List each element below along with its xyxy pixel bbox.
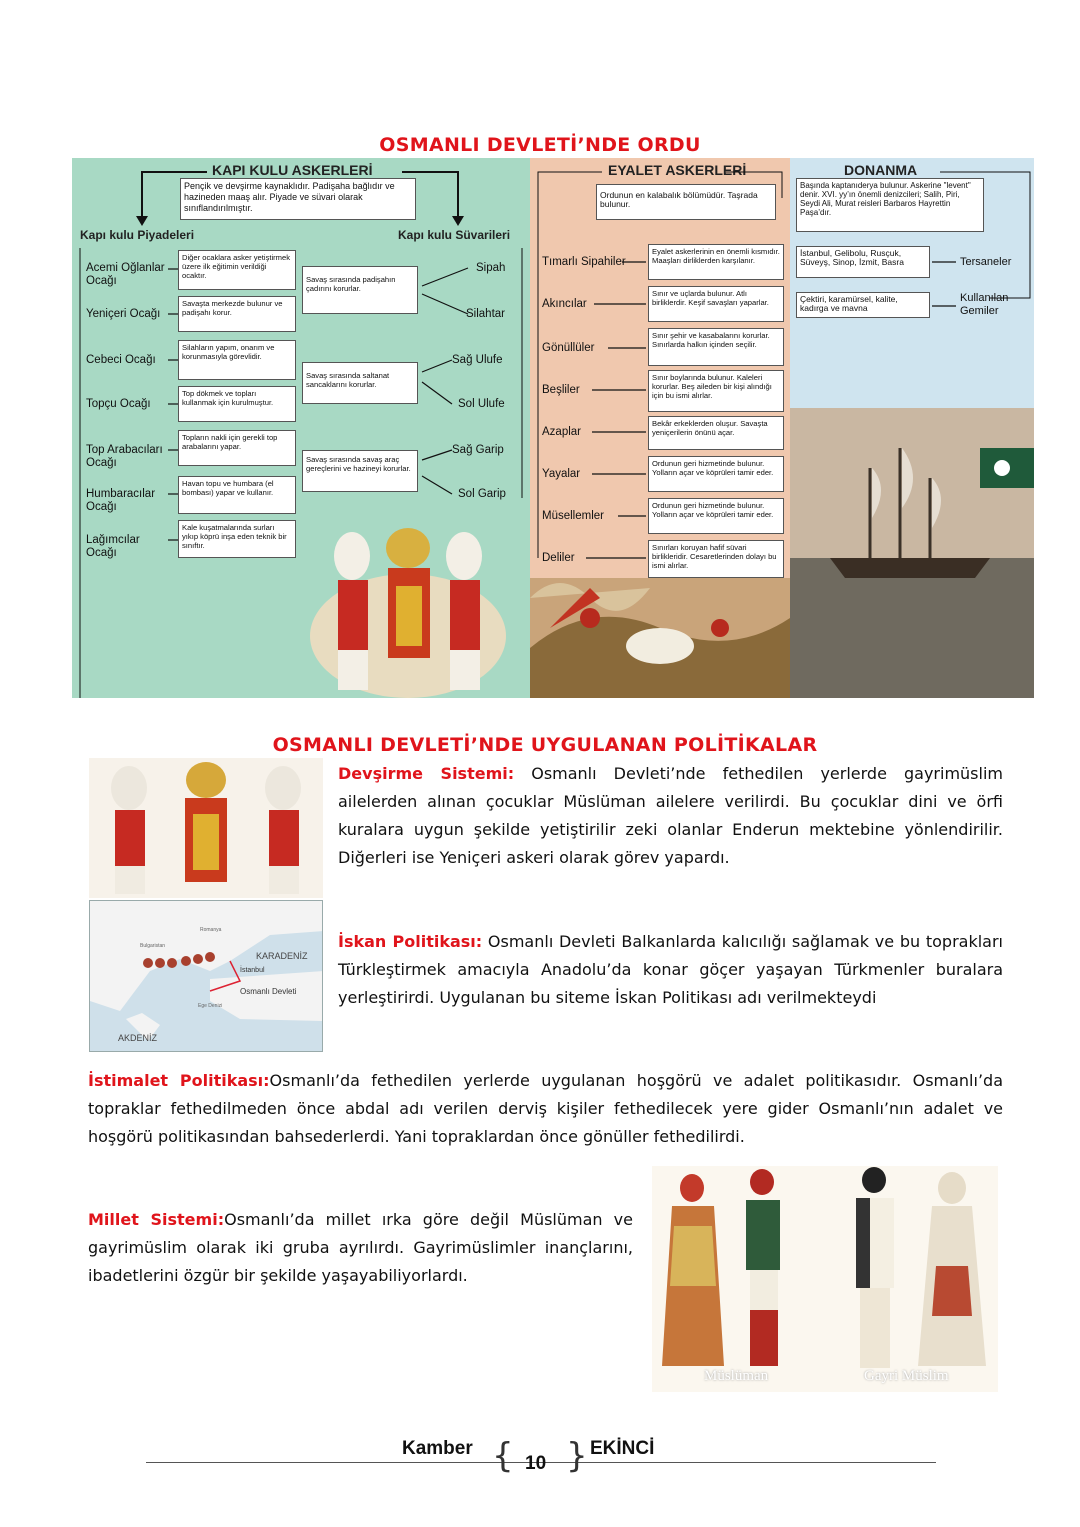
tersane-desc: İstanbul, Gelibolu, Rusçuk, Süveyş, Sinop, İzmit, Basra bbox=[796, 246, 930, 278]
istimalet-paragraph bbox=[88, 1067, 1003, 1151]
infantry-desc: Diğer ocaklara asker yetiştirmek üzere ilk eğitimin verildiği ocaktır. bbox=[178, 250, 296, 290]
eyalet-unit-name: Azaplar bbox=[542, 426, 581, 438]
cavalry-name: Sipah bbox=[476, 262, 506, 274]
footer-brace-left: { bbox=[492, 1436, 514, 1476]
iskan-text: Osmanlı Devleti Balkanlarda kalıcılığı sağlamak ve bu toprakları Türkleştirmek amacıyla Anadolu’da konar göçer yaşayan Türkmenler buralara yerleştirirdi. Uygulanan bu siteme İskan Politikası adı verilmekteydi bbox=[338, 932, 1003, 1007]
devsirme-text: Osmanlı Devleti’nde fethedilen yerlerde gayrimüslim ailelerden alınan çocuklar Müslüman ailelere verilirdi. Bu çocuklar dini ve örfi kuralara uygun şekilde yetiştirilir zeki olanlar Enderun mektebine yönlendirilir. Diğerleri ise Yeniçeri askeri olarak görev yapardı. bbox=[338, 764, 1003, 867]
map-land bbox=[90, 901, 323, 1052]
map-region: Bulgaristan bbox=[140, 943, 166, 949]
devsirme-illustration bbox=[89, 758, 323, 898]
millet-term: Millet Sistemi: bbox=[88, 1210, 225, 1229]
iskan-term: İskan Politikası: bbox=[338, 932, 483, 951]
kapikulu-intro: Pençik ve devşirme kaynaklıdır. Padişaha bağlıdır ve hazineden maaş alır. Piyade ve süvari olarak sınıflandırılmıştır. bbox=[180, 178, 416, 220]
map-region: Ege Denizi bbox=[198, 1003, 223, 1009]
people-figures bbox=[652, 1166, 998, 1392]
eyalet-header: EYALET ASKERLERİ bbox=[608, 162, 747, 178]
janissaries-illustration bbox=[308, 526, 508, 698]
map-city: İstanbul bbox=[240, 967, 265, 974]
kapikulu-header: KAPI KULU ASKERLERİ bbox=[212, 162, 373, 178]
infantry-name: Top Arabacıları Ocağı bbox=[86, 444, 163, 469]
infantry-name: Acemi Oğlanlar Ocağı bbox=[86, 262, 165, 287]
infantry-desc: Savaşta merkezde bulunur ve padişahı korur. bbox=[178, 296, 296, 332]
cavalry-name: Silahtar bbox=[466, 308, 505, 320]
eyalet-unit-name: Akıncılar bbox=[542, 298, 587, 310]
map-sea-south: AKDENİZ bbox=[118, 1033, 158, 1043]
eyalet-unit-desc: Ordunun geri hizmetinde bulunur. Yolların açar ve köprüleri tamir eder. bbox=[648, 498, 784, 534]
fleet-illustration bbox=[790, 408, 1034, 698]
donanma-panel bbox=[790, 158, 1034, 698]
eyalet-unit-desc: Eyalet askerlerinin en önemli kısmıdır. Maaşları dirliklerden karşılanır. bbox=[648, 244, 784, 280]
millet-text: Osmanlı’da millet ırka göre değil Müslüman ve gayrimüslim olarak iki gruba ayrılırdı. Gayrimüslimler inançlarını, ibadetlerini özgür bir şekilde yaşayabiliyorlardı. bbox=[88, 1210, 633, 1285]
page-number: 10 bbox=[525, 1453, 547, 1474]
millet-paragraph bbox=[88, 1206, 633, 1290]
cavalry-desc: Savaş sırasında saltanat sancaklarını korurlar. bbox=[302, 362, 418, 404]
eyalet-intro: Ordunun en kalabalık bölümüdür. Taşrada bulunur. bbox=[596, 184, 776, 220]
cavalry-desc: Savaş sırasında padişahın çadırını korurlar. bbox=[302, 266, 418, 314]
policies-title: OSMANLI DEVLETİ’NDE UYGULANAN POLİTİKALAR bbox=[272, 734, 818, 756]
donanma-header: DONANMA bbox=[844, 162, 918, 178]
people-illustration bbox=[652, 1166, 998, 1392]
infantry-name: Lağımcılar Ocağı bbox=[86, 534, 140, 559]
footer-first-name: Kamber bbox=[402, 1438, 473, 1459]
infantry-desc: Kale kuşatmalarında surları yıkıp köprü inşa eden teknik bir sınıftır. bbox=[178, 520, 296, 558]
footer-brace-right: } bbox=[566, 1436, 588, 1476]
army-title: OSMANLI DEVLETİ’NDE ORDU bbox=[379, 134, 701, 156]
infantry-name: Topçu Ocağı bbox=[86, 398, 151, 410]
eyalet-unit-name: Beşliler bbox=[542, 384, 580, 396]
eyalet-unit-desc: Sınır boylarında bulunur. Kaleleri korurlar. Beş aileden bir kişi alındığı için bu ismi alırlar. bbox=[648, 370, 784, 412]
devsirme-paragraph bbox=[338, 760, 1003, 872]
eyalet-unit-desc: Ordunun geri hizmetinde bulunur. Yolların açar ve köprüleri tamir eder. bbox=[648, 456, 784, 492]
eyalet-unit-name: Tımarlı Sipahiler bbox=[542, 256, 626, 268]
istimalet-term: İstimalet Politikası: bbox=[88, 1071, 270, 1090]
map-region: Romanya bbox=[200, 927, 222, 933]
map-sea-north: KARADENİZ bbox=[256, 951, 308, 961]
tersane-label: Tersaneler bbox=[960, 256, 1012, 268]
infantry-header: Kapı kulu Piyadeleri bbox=[80, 228, 195, 242]
donanma-intro: Başında kaptanıderya bulunur. Askerine "levent" denir. XVI. yy’ın önemli denizcileri; Salih, Piri, Seydi Ali, Murat reisleri Barbaros Hayrettin Paşa’dır. bbox=[796, 178, 984, 232]
caption-nonmuslim: Gayri Müslim bbox=[864, 1368, 949, 1384]
eyalet-unit-desc: Sınırları koruyan hafif süvari birlikleridir. Cesaretlerinden dolayı bu ismi alırlar. bbox=[648, 540, 784, 578]
infantry-desc: Havan topu ve humbara (el bombası) yapar ve kullanır. bbox=[178, 476, 296, 514]
eyalet-unit-desc: Sınır şehir ve kasabalarını korurlar. Sınırlarda halkın içinden seçilir. bbox=[648, 328, 784, 366]
footer-last-name: EKİNCİ bbox=[590, 1438, 655, 1459]
cavalry-name: Sağ Ulufe bbox=[452, 354, 503, 366]
infantry-name: Cebeci Ocağı bbox=[86, 354, 156, 366]
istimalet-text: Osmanlı’da fethedilen yerlerde uygulanan hoşgörü ve adalet politikasıdır. Osmanlı’da topraklar fethedilmeden önce abdal adı verilen derviş kişiler fethedilecek yere gider Osmanlı’nın adalet ve hoşgörü politikasından bahsederlerdi. Yani topraklardan önce gönüller fethedilirdi. bbox=[88, 1071, 1003, 1146]
iskan-map bbox=[89, 900, 323, 1052]
cavalry-name: Sağ Garip bbox=[452, 444, 504, 456]
gemi-label: Kullanılan Gemiler bbox=[960, 292, 1009, 317]
map-state: Osmanlı Devleti bbox=[240, 987, 297, 996]
eyalet-unit-desc: Sınır ve uçlarda bulunur. Atlı birliklerdir. Keşif savaşları yaparlar. bbox=[648, 286, 784, 322]
kapikulu-panel bbox=[72, 158, 530, 698]
infantry-desc: Top dökmek ve topları kullanmak için kurulmuştur. bbox=[178, 386, 296, 422]
infantry-name: Yeniçeri Ocağı bbox=[86, 308, 161, 320]
caption-muslim: Müslüman bbox=[704, 1368, 769, 1384]
cavalry-name: Sol Ulufe bbox=[458, 398, 505, 410]
devsirme-term: Devşirme Sistemi: bbox=[338, 764, 515, 783]
cavalry-battle-illustration bbox=[530, 558, 790, 698]
cavalry-header: Kapı kulu Süvarileri bbox=[398, 228, 511, 242]
infantry-name: Humbaracılar Ocağı bbox=[86, 488, 156, 513]
cavalry-name: Sol Garip bbox=[458, 488, 506, 500]
iskan-paragraph bbox=[338, 928, 1003, 1012]
eyalet-unit-name: Deliler bbox=[542, 552, 575, 564]
infantry-desc: Topların nakli için gerekli top arabalarını yapar. bbox=[178, 430, 296, 466]
eyalet-panel bbox=[530, 158, 790, 698]
eyalet-unit-name: Müsellemler bbox=[542, 510, 604, 522]
eyalet-unit-name: Gönüllüler bbox=[542, 342, 595, 354]
eyalet-unit-name: Yayalar bbox=[542, 468, 581, 480]
infantry-desc: Silahların yapım, onarım ve korunmasıyla görevlidir. bbox=[178, 340, 296, 380]
cavalry-desc: Savaş sırasında savaş araç gereçlerini ve hazineyi korurlar. bbox=[302, 450, 418, 492]
eyalet-unit-desc: Bekâr erkeklerden oluşur. Savaşta yeniçerilerin önünü açar. bbox=[648, 416, 784, 450]
gemi-desc: Çektiri, karamürsel, kalite, kadırga ve mavna bbox=[796, 292, 930, 318]
